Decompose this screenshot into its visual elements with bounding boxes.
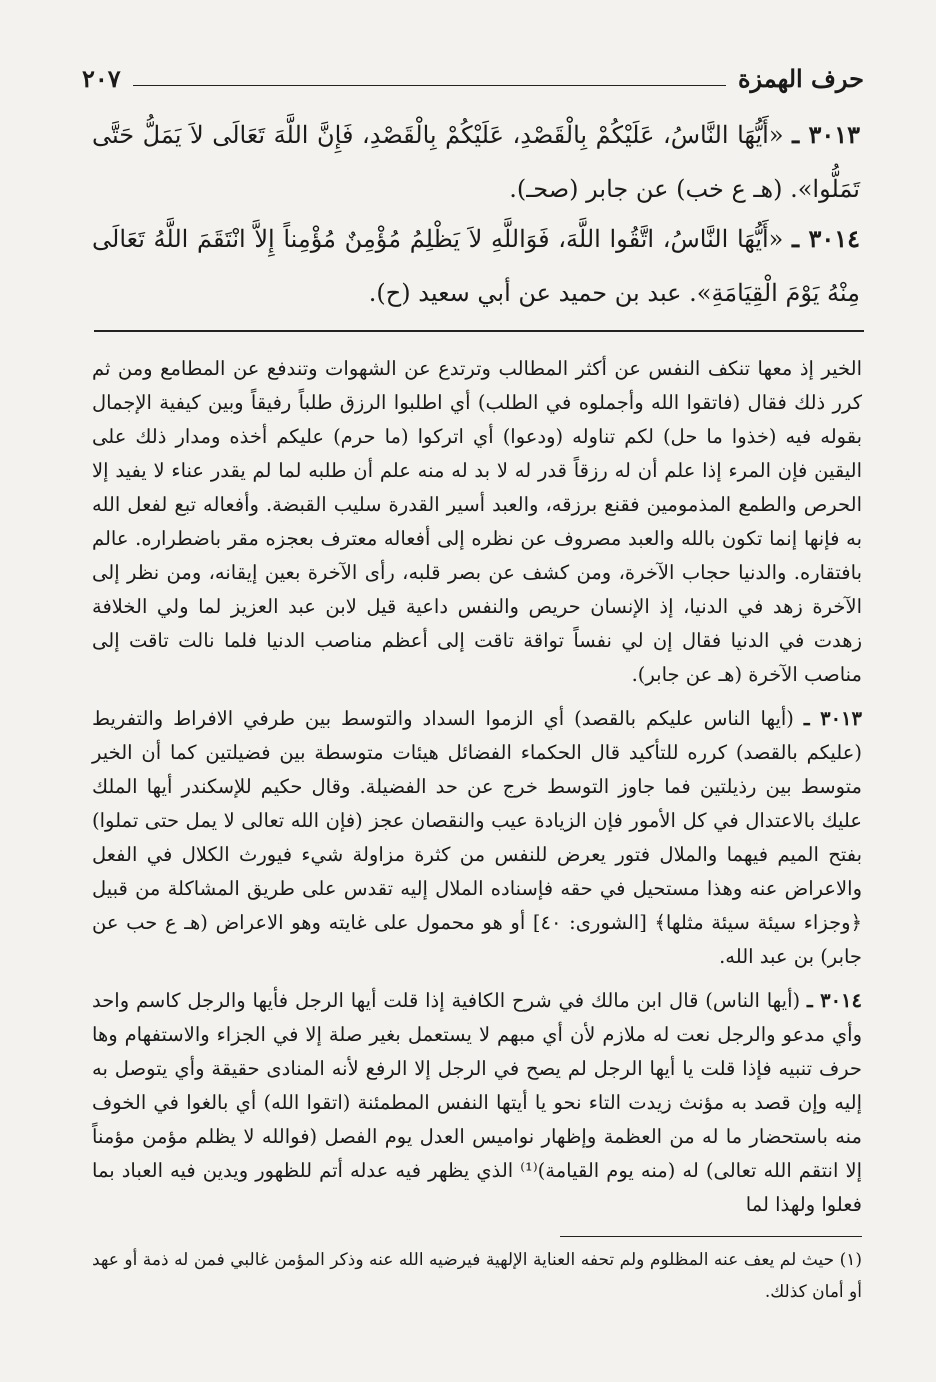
commentary-text: (أيها الناس عليكم بالقصد) أي الزموا السداد والتوسط بين طرفي الافراط والتفريط (عليكم بالقصد) كرره للتأكيد قال الحكماء الفضائل هيئات متوسطة بين فضيلتين كما أن الخير متوسط بين رذيلتين فما جاوز التوسط خرج عن حد الفضيلة. وقال حكيم للإسكندر أيها الملك عليك بالاعتدال في كل الأمور فإن الزيادة عيب والنقصان عجز (فإن الله تعالى لا يمل حتى تملوا) بفتح الميم فيهما والملال فتور يعرض للنفس من كثرة مزاولة شيء فيورث الكلال في الفعل والاعراض عنه وهذا مستحيل في حقه فإسناده الملال إليه تقدس على طريق المشاكلة من قبيل ﴿وجزاء سيئة سيئة مثلها﴾ [الشورى: ٤٠] أو هو محمول على غايته وهو الاعراض (هـ ع حب عن جابر) بن عبد الله. [92, 707, 862, 968]
commentary-paragraph-3013 [92, 702, 862, 974]
page-header [82, 58, 864, 98]
hadith-text: «أَيُّهَا النَّاسُ، عَلَيْكُمْ بِالْقَصْدِ، عَلَيْكُمْ بِالْقَصْدِ، فَإِنَّ اللَّهَ تَعَالَى لاَ يَمَلُّ حَتَّى تَمَلُّوا». (هـ ع خب) عن جابر (صحـ). [92, 121, 860, 203]
hadith-text: «أَيُّهَا النَّاسُ، اتَّقُوا اللَّهَ، فَوَاللَّهِ لاَ يَظْلِمُ مُؤْمِنٌ مُؤْمِناً إِلاَّ انْتَقَمَ اللَّهُ تَعَالَى مِنْهُ يَوْمَ الْقِيَامَةِ». عبد بن حميد عن أبي سعيد (ح). [92, 225, 860, 307]
footnote-rule [560, 1236, 862, 1237]
hadith-3013 [92, 108, 860, 216]
chapter-title: حرف الهمزة [737, 63, 864, 93]
commentary-number: ٣٠١٣ ـ [803, 707, 862, 730]
footnote: (١) حيث لم يعف عنه المظلوم ولم تحفه العناية الإلهية فيرضيه الله عنه وذكر المؤمن غالبي فمن له ذمة أو عهد أو أمان كذلك. [92, 1250, 862, 1302]
hadith-number: ٣٠١٤ ـ [792, 224, 860, 253]
section-divider [94, 330, 864, 332]
commentary-paragraph-continued: الخير إذ معها تنكف النفس عن أكثر المطالب وترتدع عن الشهوات وتندفع عن المطامع ومن ثم كرر ذلك فقال (فاتقوا الله وأجملوه في الطلب) أي اطلبوا الرزق طلباً رفيقاً وبين كيفية الإجمال بقوله فيه (خذوا ما حل) لكم تناوله (ودعوا) أي اتركوا (ما حرم) عليكم أخذه ومدار ذلك على اليقين فإن المرء إذا علم أن له رزقاً قدر له لا بد له منه علم أن طلبه لما لم يقدر عناء لا يفيد إلا الحرص والطمع المذمومين فقنع برزقه، والعبد أسير القدرة سليب القبضة. وأفعاله تبع لفعل الله به فإنها إنما تكون بالله والعبد مصروف عن نظره إلى أفعاله معترف بعجزه مقر باضطراره. عالم بافتقاره. والدنيا حجاب الآخرة، ومن كشف عن بصر قلبه، رأى الآخرة بعين إيقانه، ومن نظر إلى الآخرة زهد في الدنيا، إذ الإنسان حريص والنفس داعية قيل لابن عبد العزيز لما ولي الخلافة زهدت في الدنيا فقال إن لي نفساً تواقة تاقت إلى أعظم مناصب الدنيا فلما نالت تاقت إلى مناصب الآخرة (هـ عن جابر). [92, 357, 862, 686]
header-rule [133, 85, 726, 86]
commentary-paragraph-3014 [92, 984, 862, 1222]
commentary-text: (أيها الناس) قال ابن مالك في شرح الكافية إذا قلت أيها الرجل فأيها والرجل كاسم واحد وأي مدعو والرجل نعت له ملازم لأن أي مبهم لا يستعمل بغير صلة إلا في الجزاء والاستفهام وها حرف تنبيه فإذا قلت يا أيها الرجل لم يصح في الرجل إلا الرفع لأنه المنادى حقيقة وأي يتوصل به إليه وإن قصد به مؤنث زيدت التاء نحو يا أيتها النفس المطمئنة (اتقوا الله) أي بالغوا في الخوف منه باستحضار ما له من العظمة وإظهار نواميس العدل يوم الفصل (فوالله لا يظلم مؤمن مؤمناً إلا انتقم الله تعالى) له (منه يوم القيامة)⁽¹⁾ الذي يظهر فيه عدله أتم للظهور ويدين فيه العباد بما فعلوا ولهذا لما [92, 989, 862, 1216]
commentary [92, 352, 862, 1232]
hadith-3014 [92, 212, 860, 320]
page-number: ٢٠٧ [82, 63, 121, 93]
hadith-number: ٣٠١٣ ـ [792, 120, 860, 149]
commentary-number: ٣٠١٤ ـ [806, 989, 862, 1012]
